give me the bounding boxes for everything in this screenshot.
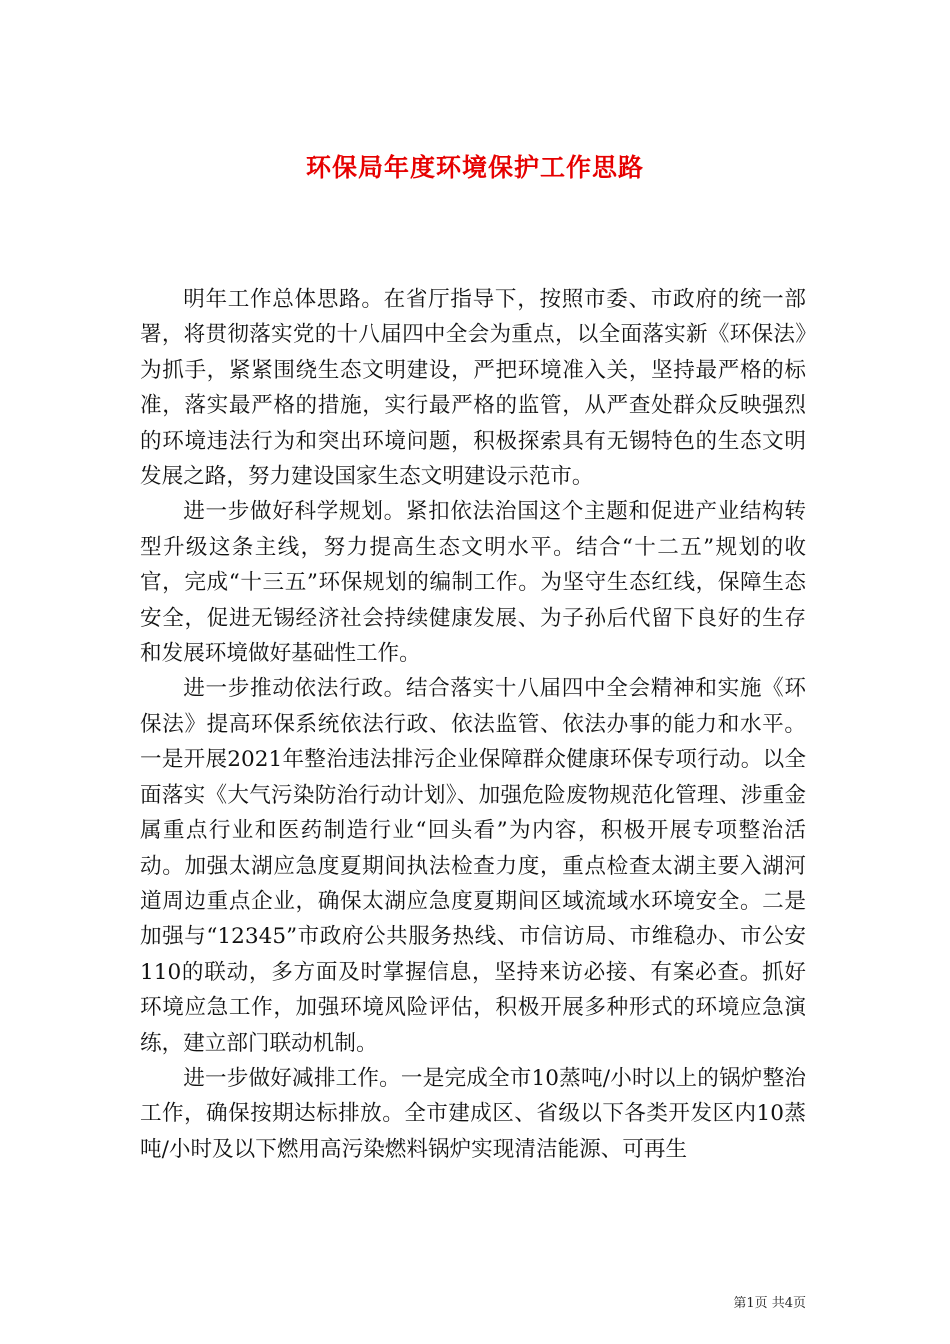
- document-title: 环保局年度环境保护工作思路: [305, 152, 644, 182]
- paragraph-scientific-planning: 进一步做好科学规划。紧扣依法治国这个主题和促进产业结构转型升级这条主线，努力提高生态文明水平。结合“十二五”规划的收官，完成“十三五”环保规划的编制工作。为坚守生态红线，保障生态安全，促进无锡经济社会持续健康发展、为子孙后代留下良好的生存和发展环境做好基础性工作。: [140, 499, 806, 667]
- paragraph-lawful-administration: 进一步推动依法行政。结合落实十八届四中全会精神和实施《环保法》提高环保系统依法行政、依法监管、依法办事的能力和水平。一是开展2021年整治违法排污企业保障群众健康环保专项行动。以全面落实《大气污染防治行动计划》、加强危险废物规范化管理、涉重金属重点行业和医药制造行业“回头看”为内容，积极开展专项整治活动。加强太湖应急度夏期间执法检查力度，重点检查太湖主要入湖河道周边重点企业，确保太湖应急度夏期间区域流域水环境安全。二是加强与“12345”市政府公共服务热线、市信访局、市维稳办、市公安110的联动，多方面及时掌握信息，坚持来访必接、有案必查。抓好环境应急工作，加强环境风险评估，积极开展多种形式的环境应急演练，建立部门联动机制。: [140, 676, 806, 1056]
- document-body: [140, 282, 806, 1167]
- paragraph-overall-approach: 明年工作总体思路。在省厅指导下，按照市委、市政府的统一部署，将贯彻落实党的十八届四中全会为重点，以全面落实新《环保法》为抓手，紧紧围绕生态文明建设，严把环境准入关，坚持最严格的标准，落实最严格的措施，实行最严格的监管，从严查处群众反映强烈的环境违法行为和突出环境问题，积极探索具有无锡特色的生态文明发展之路，努力建设国家生态文明建设示范市。: [140, 287, 806, 490]
- paragraph-emission-reduction: 进一步做好减排工作。一是完成全市10蒸吨/小时以上的锅炉整治工作，确保按期达标排放。全市建成区、省级以下各类开发区内10蒸吨/小时及以下燃用高污染燃料锅炉实现清洁能源、可再生: [140, 1065, 806, 1162]
- page-number: 第1页 共4页: [733, 1296, 806, 1311]
